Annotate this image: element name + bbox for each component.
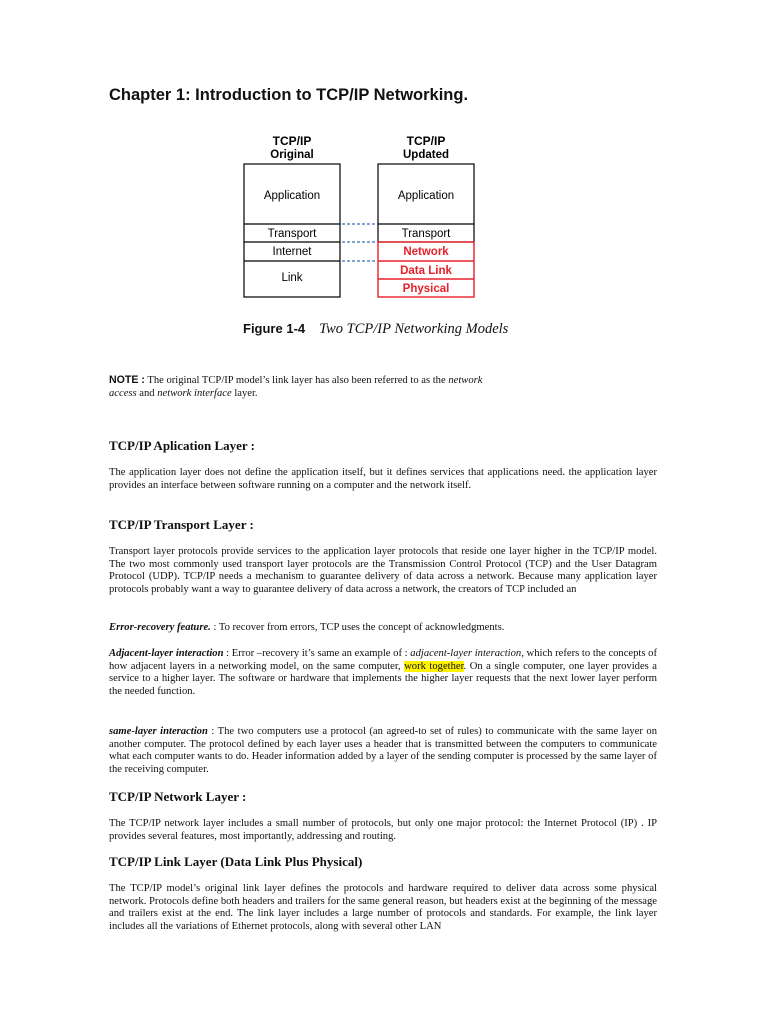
adjacent-layer-text-3: . On a single computer, one layer provides a service to a higher layer. The software or hardware that implements the higher layer requests that the next lower layer perform the needed function. xyxy=(109,660,657,697)
updated-model-title: TCP/IP xyxy=(406,134,446,148)
heading-transport-layer: TCP/IP Transport Layer : xyxy=(109,517,254,532)
note-em-network: network xyxy=(448,375,483,386)
note-text-3: and xyxy=(136,387,158,399)
updated-layer-data-link: Data Link xyxy=(400,265,452,277)
same-layer-paragraph xyxy=(109,726,657,776)
updated-layer-physical: Physical xyxy=(402,283,450,295)
original-layer-transport: Transport xyxy=(267,228,317,240)
error-recovery-paragraph xyxy=(109,622,657,635)
note-em-network-interface: network interface xyxy=(157,387,232,399)
heading-link-layer: TCP/IP Link Layer (Data Link Plus Physical) xyxy=(109,854,363,869)
link-layer-body: The TCP/IP model’s original link layer defines the protocols and hardware required to deliver data across some physical network. Protocols define both headers and trailers for the same general reason, but headers exist at the beginning of the message and trailers exist at the end. The link layer includes a large number of protocols and standards. For example, the link layer includes all the variations of Ethernet protocols, along with several other LAN xyxy=(109,883,657,932)
note-em-access: access xyxy=(109,387,137,399)
updated-layer-transport: Transport xyxy=(401,228,451,240)
adjacent-layer-text-1: : Error –recovery it’s same an example of : xyxy=(223,648,411,659)
heading-application-layer: TCP/IP Aplication Layer : xyxy=(109,438,256,453)
original-model-subtitle: Original xyxy=(270,149,314,161)
network-layer-body: The TCP/IP network layer includes a small number of protocols, but only one major protocol: the Internet Protocol (IP) . IP provides several features, most importantly, addressing and routing. xyxy=(109,818,657,842)
original-layer-internet: Internet xyxy=(272,246,312,258)
note-text-1: The original TCP/IP model’s link layer has also been referred to as the xyxy=(144,375,449,386)
figure-title: Two TCP/IP Networking Models xyxy=(319,321,509,337)
heading-network-layer: TCP/IP Network Layer : xyxy=(109,789,247,804)
original-layer-application: Application xyxy=(263,190,321,202)
chapter-title: Chapter 1: Introduction to TCP/IP Networking. xyxy=(109,86,469,104)
work-together-highlight: work together xyxy=(404,660,464,672)
note-label: NOTE : xyxy=(109,374,145,386)
same-layer-term: same-layer interaction xyxy=(109,726,208,737)
same-layer-text: : The two computers use a protocol (an agreed-to set of rules) to communicate with the same layer on another computer. The protocol defined by each layer uses a header that is transmitted between the computers to communicate what each computer wants to do. Header information added by a layer of the sending computer is processed by the same layer of the receiving computer. xyxy=(109,726,657,775)
adjacent-layer-em: adjacent-layer interaction, xyxy=(410,648,524,659)
tcpip-models-diagram xyxy=(236,128,486,308)
original-layer-link: Link xyxy=(281,272,303,284)
dashed-connectors xyxy=(342,224,376,261)
application-layer-body: The application layer does not define the application itself, but it defines services that applications need. the application layer provides an interface between software running on a computer and the network itself. xyxy=(109,467,657,491)
figure-number: Figure 1-4 xyxy=(243,321,306,336)
updated-layer-application: Application xyxy=(397,190,455,202)
original-model-title: TCP/IP xyxy=(272,134,312,148)
note-text-4: layer. xyxy=(231,387,258,399)
adjacent-layer-paragraph xyxy=(109,648,657,698)
error-recovery-text: : To recover from errors, TCP uses the concept of acknowledgments. xyxy=(210,622,505,633)
updated-layer-network: Network xyxy=(403,246,449,258)
updated-model-subtitle: Updated xyxy=(403,149,449,161)
adjacent-layer-text-2: which refers to the concepts of how adjacent layers in a networking model, on the same computer, xyxy=(109,648,658,672)
note-paragraph xyxy=(109,374,657,400)
adjacent-layer-term: Adjacent-layer interaction xyxy=(109,648,224,659)
error-recovery-term: Error-recovery feature. xyxy=(109,622,211,633)
transport-layer-body: Transport layer protocols provide services to the application layer protocols that reside one layer higher in the TCP/IP model. The two most commonly used transport layer protocols are the Transmission Control Protocol (TCP) and the User Datagram Protocol (UDP). TCP/IP needs a mechanism to guarantee delivery of data across a network. Because many application layer protocols probably want a way to guarantee delivery of data across a network, the creators of TCP included an xyxy=(109,546,657,595)
figure-caption xyxy=(243,321,508,338)
